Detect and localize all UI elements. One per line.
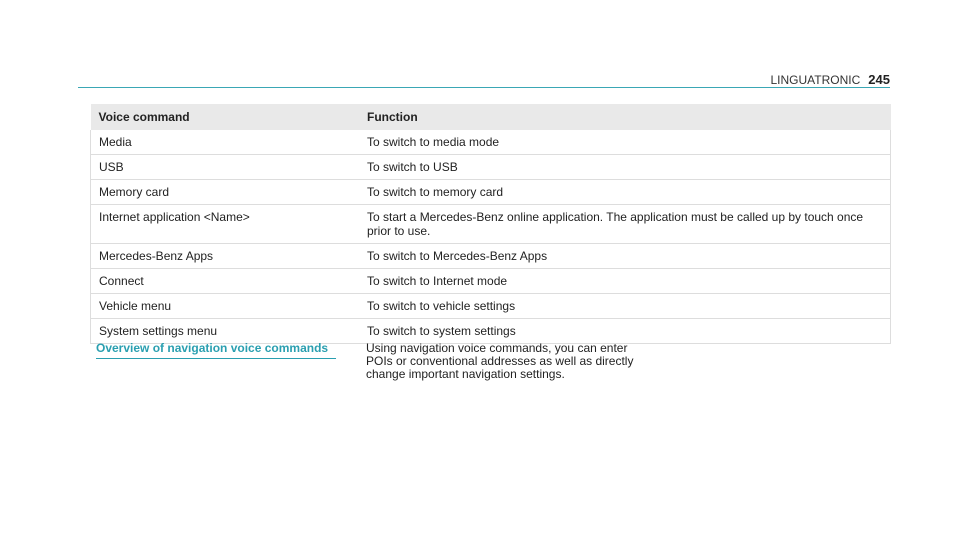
function-cell: To switch to vehicle settings xyxy=(359,294,891,319)
overview-heading: Overview of navigation voice commands xyxy=(96,341,336,359)
voice-command-cell: Memory card xyxy=(91,180,360,205)
table-header-row xyxy=(91,104,891,130)
voice-command-cell: Internet application <Name> xyxy=(91,205,360,244)
header-rule xyxy=(78,87,890,88)
table-row xyxy=(91,130,891,155)
table-row xyxy=(91,155,891,180)
voice-command-cell: Mercedes-Benz Apps xyxy=(91,244,360,269)
overview-paragraph: Using navigation voice commands, you can enter POIs or conventional addresses as well as directly change important navigation settings. xyxy=(366,341,634,381)
voice-command-cell: Vehicle menu xyxy=(91,294,360,319)
function-cell: To switch to Internet mode xyxy=(359,269,891,294)
table-row xyxy=(91,205,891,244)
table-row xyxy=(91,180,891,205)
function-cell: To switch to memory card xyxy=(359,180,891,205)
function-cell: To switch to media mode xyxy=(359,130,891,155)
voice-command-cell: Connect xyxy=(91,269,360,294)
function-cell: To start a Mercedes-Benz online application. The application must be called up by touch once prior to use. xyxy=(359,205,891,244)
section-title: LINGUATRONIC xyxy=(770,73,861,87)
table-row xyxy=(91,269,891,294)
voice-command-table xyxy=(90,104,891,344)
page-header xyxy=(771,72,891,87)
function-cell: To switch to system settings xyxy=(359,319,891,344)
page-number: 245 xyxy=(868,72,890,87)
column-header-voice-command: Voice command xyxy=(91,104,360,130)
column-header-function: Function xyxy=(359,104,891,130)
voice-command-cell: System settings menu xyxy=(91,319,360,344)
voice-command-cell: Media xyxy=(91,130,360,155)
voice-command-cell: USB xyxy=(91,155,360,180)
table-row xyxy=(91,294,891,319)
table-row xyxy=(91,319,891,344)
function-cell: To switch to USB xyxy=(359,155,891,180)
table-row xyxy=(91,244,891,269)
function-cell: To switch to Mercedes-Benz Apps xyxy=(359,244,891,269)
